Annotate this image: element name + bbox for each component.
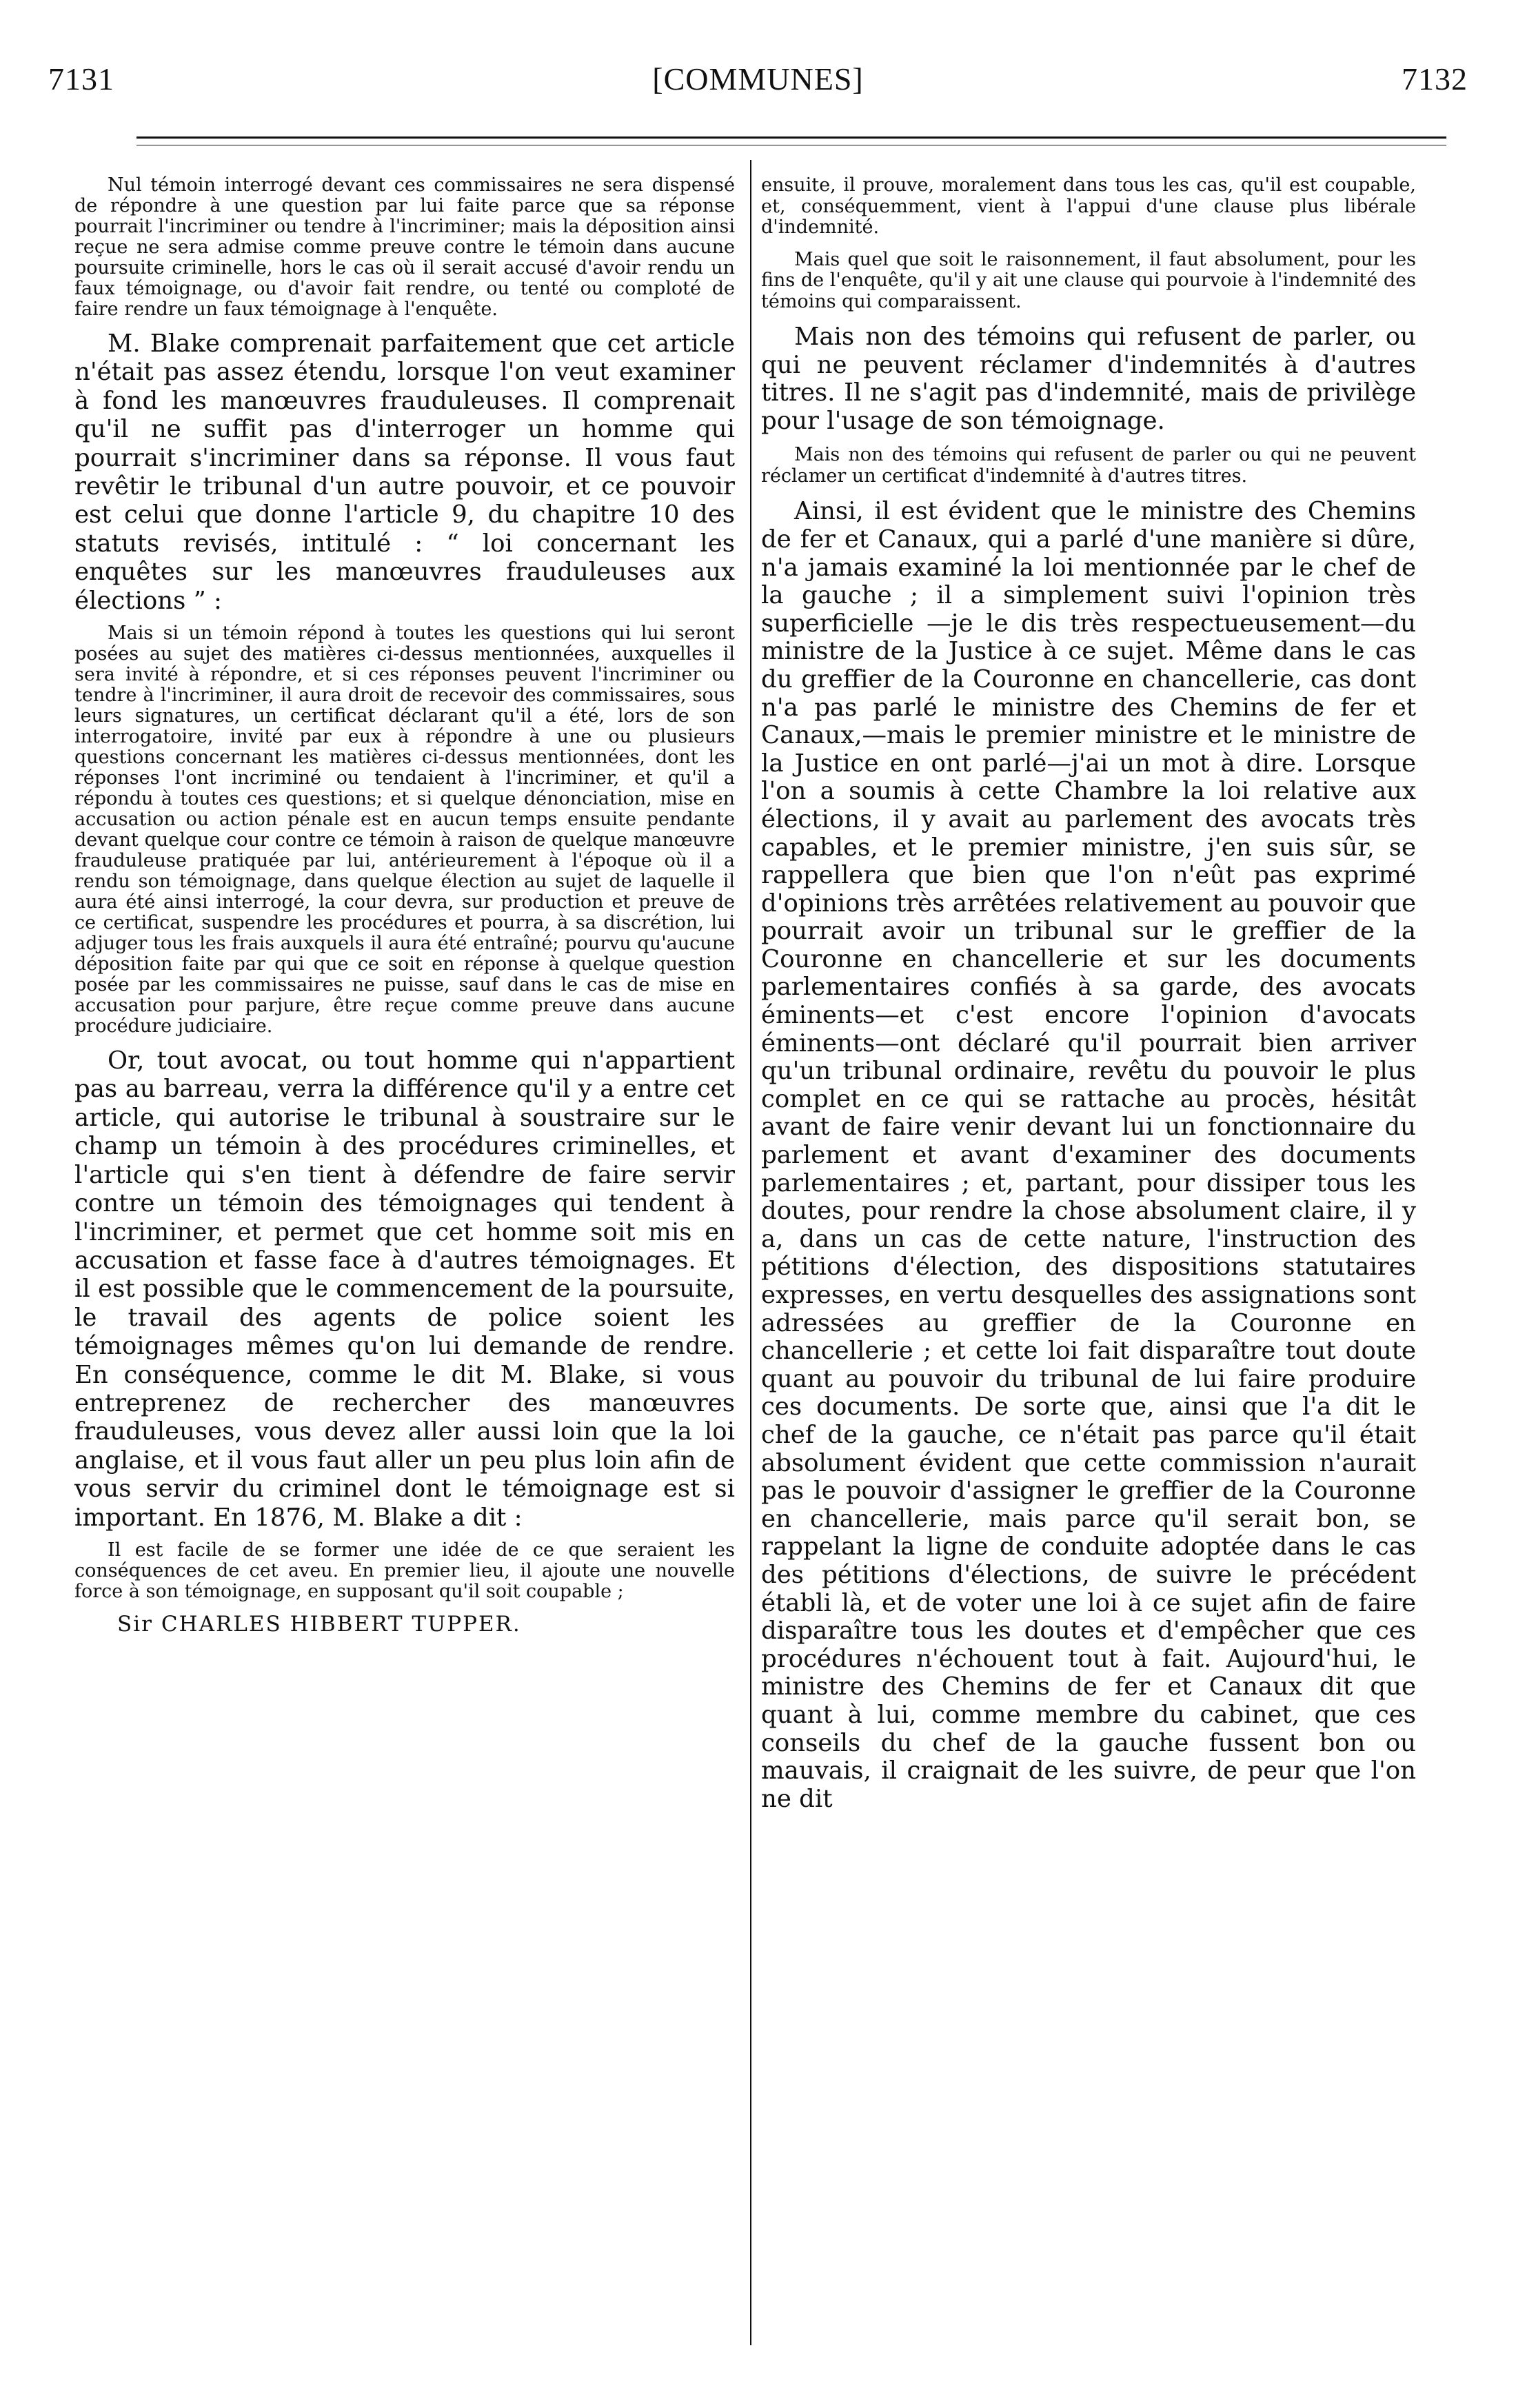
column-divider — [750, 160, 751, 2345]
left-column — [74, 175, 735, 1637]
quoted-statute-paragraph: Mais si un témoin répond à toutes les questions qui lui seront posées au sujet des matières ci-dessus mentionnées, auxquelles il sera invité à répondre, et si ces réponses peuvent l'incriminer ou tendre à l'incriminer, il aura droit de recevoir des commissaires, sous leurs signatures, un certificat déclarant qu'il a été, lors de son interrogatoire, invité par eux à répondre à une ou plusieurs questions concernant les matières ci-dessus mentionnées, dont les réponses l'ont incriminé ou tendaient à l'incriminer, et qu'il a répondu à toutes ces questions; et si quelque dénonciation, mise en accusation ou action pénale est en aucun temps ensuite pendante devant quelque cour contre ce témoin à raison de quelque manœuvre frauduleuse pratiquée par lui, antérieurement à l'époque où il a rendu son témoignage, dans quelque élection au sujet de laquelle il aura été ainsi interrogé, la cour devra, sur production et preuve de ce certificat, suspendre les procédures et pourra, à sa discrétion, lui adjuger tous les frais auxquels il aura été entraîné; pourvu qu'aucune déposition faite par qui que ce soit en réponse à quelque question posée par les commissaires ne puisse, sauf dans le cas de mise en accusation pour parjure, être reçue comme preuve dans aucune procédure judiciaire. — [74, 623, 735, 1038]
body-paragraph: Or, tout avocat, ou tout homme qui n'appartient pas au barreau, verra la différence qu'il y a entre cet article, qui autorise le tribunal à soustraire sur le champ un témoin à des procédures criminelles, et l'article qui s'en tient à défendre de faire servir contre un témoin des témoignages qui tendent à l'incriminer, et permet que cet homme soit mis en accusation et fasse face à d'autres témoignages. Et il est possible que le commencement de la poursuite, le travail des agents de police soient les témoignages mêmes qu'on lui demande de rendre. En conséquence, comme le dit M. Blake, si vous entreprenez de rechercher des manœuvres frauduleuses, vous devez aller aussi loin que la loi anglaise, et il vous faut aller un peu plus loin afin de vous servir du criminel dont le témoignage est si important. En 1876, M. Blake a dit : — [74, 1046, 735, 1532]
body-paragraph: Ainsi, il est évident que le ministre des Chemins de fer et Canaux, qui a parlé d'une manière si dûre, n'a jamais examiné la loi mentionnée par le chef de la gauche ; il a simplement suivi l'opinion très superficielle —je le dis très respectueusement—du ministre de la Justice à ce sujet. Même dans le cas du greffier de la Couronne en chancellerie, cas dont n'a pas parlé le ministre des Chemins de fer et Canaux,—mais le premier ministre et le ministre de la Justice en ont parlé—j'ai un mot à dire. Lorsque l'on a soumis à cette Chambre la loi relative aux élections, il y avait au parlement des avocats très capables, et le premier ministre, j'en suis sûr, se rappellera que bien que l'on n'eût pas exprimé d'opinions très arrêtées relativement au pouvoir que pourrait avoir un tribunal sur le greffier de la Couronne en chancellerie et sur les documents parlementaires confiés à sa garde, des avocats éminents—et c'est encore l'opinion d'avocats éminents—ont déclaré qu'il pourrait bien arriver qu'un tribunal ordinaire, revêtu du pouvoir le plus complet en ce qui se rattache au procès, hésitât avant de faire venir devant lui un fonctionnaire du parlement et avant d'examiner des documents parlementaires ; et, partant, pour dissiper tous les doutes, pour rendre la chose absolument claire, il y a, dans un cas de cette nature, l'instruction des pétitions d'élection, des dispositions statutaires expresses, en vertu desquelles des assignations sont adressées au greffier de la Couronne en chancellerie ; et cette loi fait disparaître tout doute quant au pouvoir du tribunal de lui faire produire ces documents. De sorte que, ainsi que l'a dit le chef de la gauche, ce n'était pas parce qu'il était absolument évident que cette commission n'aurait pas le pouvoir d'assigner le greffier de la Couronne en chancellerie, mais parce qu'il serait bon, se rappelant la ligne de conduite adoptée dans le cas des pétitions d'élections, de suivre le précédent établi là, et de voter une loi à ce sujet afin de faire disparaître tous les doutes et d'empêcher que ces procédures n'échouent tout à fait. Aujourd'hui, le ministre des Chemins de fer et Canaux dit que quant à lui, comme membre du cabinet, que ces conseils du chef de la gauche fussent bon ou mauvais, il craignait de les suivre, de peur que l'on ne dit — [761, 497, 1416, 1813]
quoted-paragraph: Mais non des témoins qui refusent de parler ou qui ne peuvent réclamer un certificat d'indemnité à d'autres titres. — [761, 444, 1416, 487]
quoted-paragraph: Mais quel que soit le raisonnement, il faut absolument, pour les fins de l'enquête, qu'il y ait une clause qui pourvoie à l'indemnité des témoins qui comparaissent. — [761, 248, 1416, 312]
page-number-right: 7132 — [1402, 61, 1468, 97]
speaker-name: Sir CHARLES HIBBERT TUPPER. — [117, 1611, 521, 1637]
quoted-paragraph-continued: ensuite, il prouve, moralement dans tous les cas, qu'il est coupable, et, conséquemment, vient à l'appui d'une clause plus libérale d'indemnité. — [761, 174, 1416, 238]
page-number-left: 7131 — [48, 61, 114, 97]
running-title: [COMMUNES] — [652, 61, 864, 97]
page-header — [41, 61, 1475, 109]
quoted-paragraph: Il est facile de se former une idée de ce que seraient les conséquences de cet aveu. En premier lieu, il ajoute une nouvelle force à son témoignage, en supposant qu'il soit coupable ; — [74, 1539, 735, 1602]
header-rule-thick — [137, 136, 1446, 139]
quoted-statute-paragraph: Nul témoin interrogé devant ces commissaires ne sera dispensé de répondre à une question par lui faite parce que sa réponse pourrait l'incriminer ou tendre à l'incriminer; mais la déposition ainsi reçue ne sera admise comme preuve contre le témoin dans aucune poursuite criminelle, hors le cas où il serait accusé d'avoir rendu un faux témoignage, ou d'avoir fait rendre, ou tenté ou comploté de faire rendre un faux témoignage à l'enquête. — [74, 174, 735, 320]
body-paragraph: Mais non des témoins qui refusent de parler, ou qui ne peuvent réclamer d'indemnités à d'autres titres. Il ne s'agit pas d'indemnité, mais de privilège pour l'usage de son témoignage. — [761, 323, 1416, 435]
right-column — [761, 175, 1416, 1823]
body-paragraph: M. Blake comprenait parfaitement que cet article n'était pas assez étendu, lorsque l'on veut examiner à fond les manœuvres frauduleuses. Il comprenait qu'il ne suffit pas d'interroger un homme qui pourrait s'incriminer dans sa réponse. Il vous faut revêtir le tribunal d'un autre pouvoir, et ce pouvoir est celui que donne l'article 9, du chapitre 10 des statuts revisés, intitulé : “ loi concernant les enquêtes sur les manœuvres frauduleuses aux élections ” : — [74, 330, 735, 615]
